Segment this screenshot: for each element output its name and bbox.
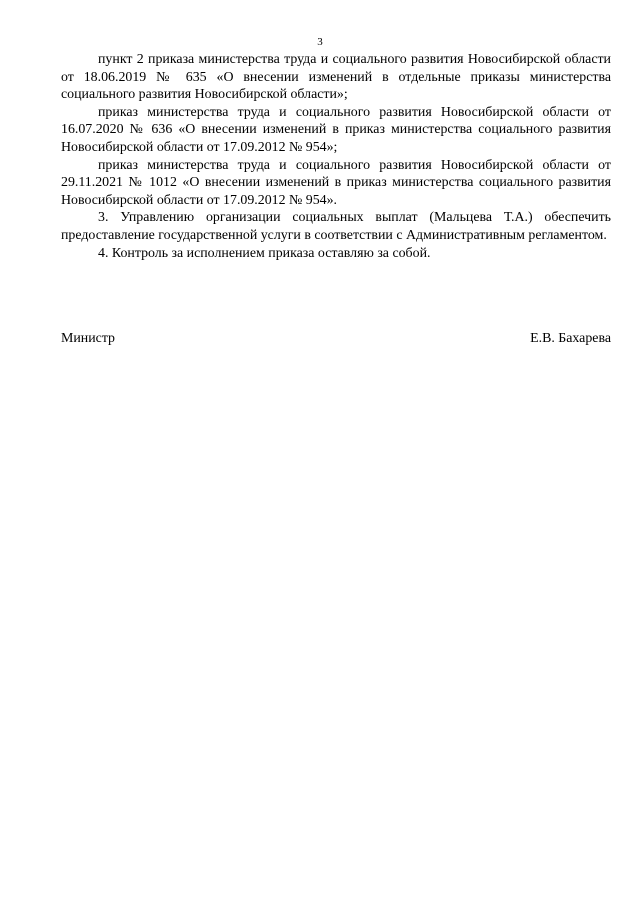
signatory-name: Е.В. Бахарева xyxy=(530,331,611,346)
signature-block xyxy=(61,330,611,348)
signatory-title: Министр xyxy=(61,331,116,346)
paragraph-amendment-2019: пункт 2 приказа министерства труда и социального развития Новосибирской области от 18.06.2019 № 635 «О внесении изменений в отдельные приказы министерства социального развития Новосибирской области»; xyxy=(61,52,611,103)
paragraph-item-3: 3. Управлению организации социальных выплат (Мальцева Т.А.) обеспечить предоставление государственной услуги в соответствии с Административным регламентом. xyxy=(61,210,611,243)
page-number: 3 xyxy=(317,36,323,48)
paragraph-amendment-2021: приказ министерства труда и социального развития Новосибирской области от 29.11.2021 № 1012 «О внесении изменений в приказ министерства социального развития Новосибирской области от 17.09.2012 № 954». xyxy=(61,157,611,208)
paragraph-amendment-2020: приказ министерства труда и социального развития Новосибирской области от 16.07.2020 № 636 «О внесении изменений в приказ министерства социального развития Новосибирской области от 17.09.2012 № 954»; xyxy=(61,104,611,155)
document-body xyxy=(61,51,611,262)
paragraph-item-4: 4. Контроль за исполнением приказа оставляю за собой. xyxy=(98,245,431,261)
